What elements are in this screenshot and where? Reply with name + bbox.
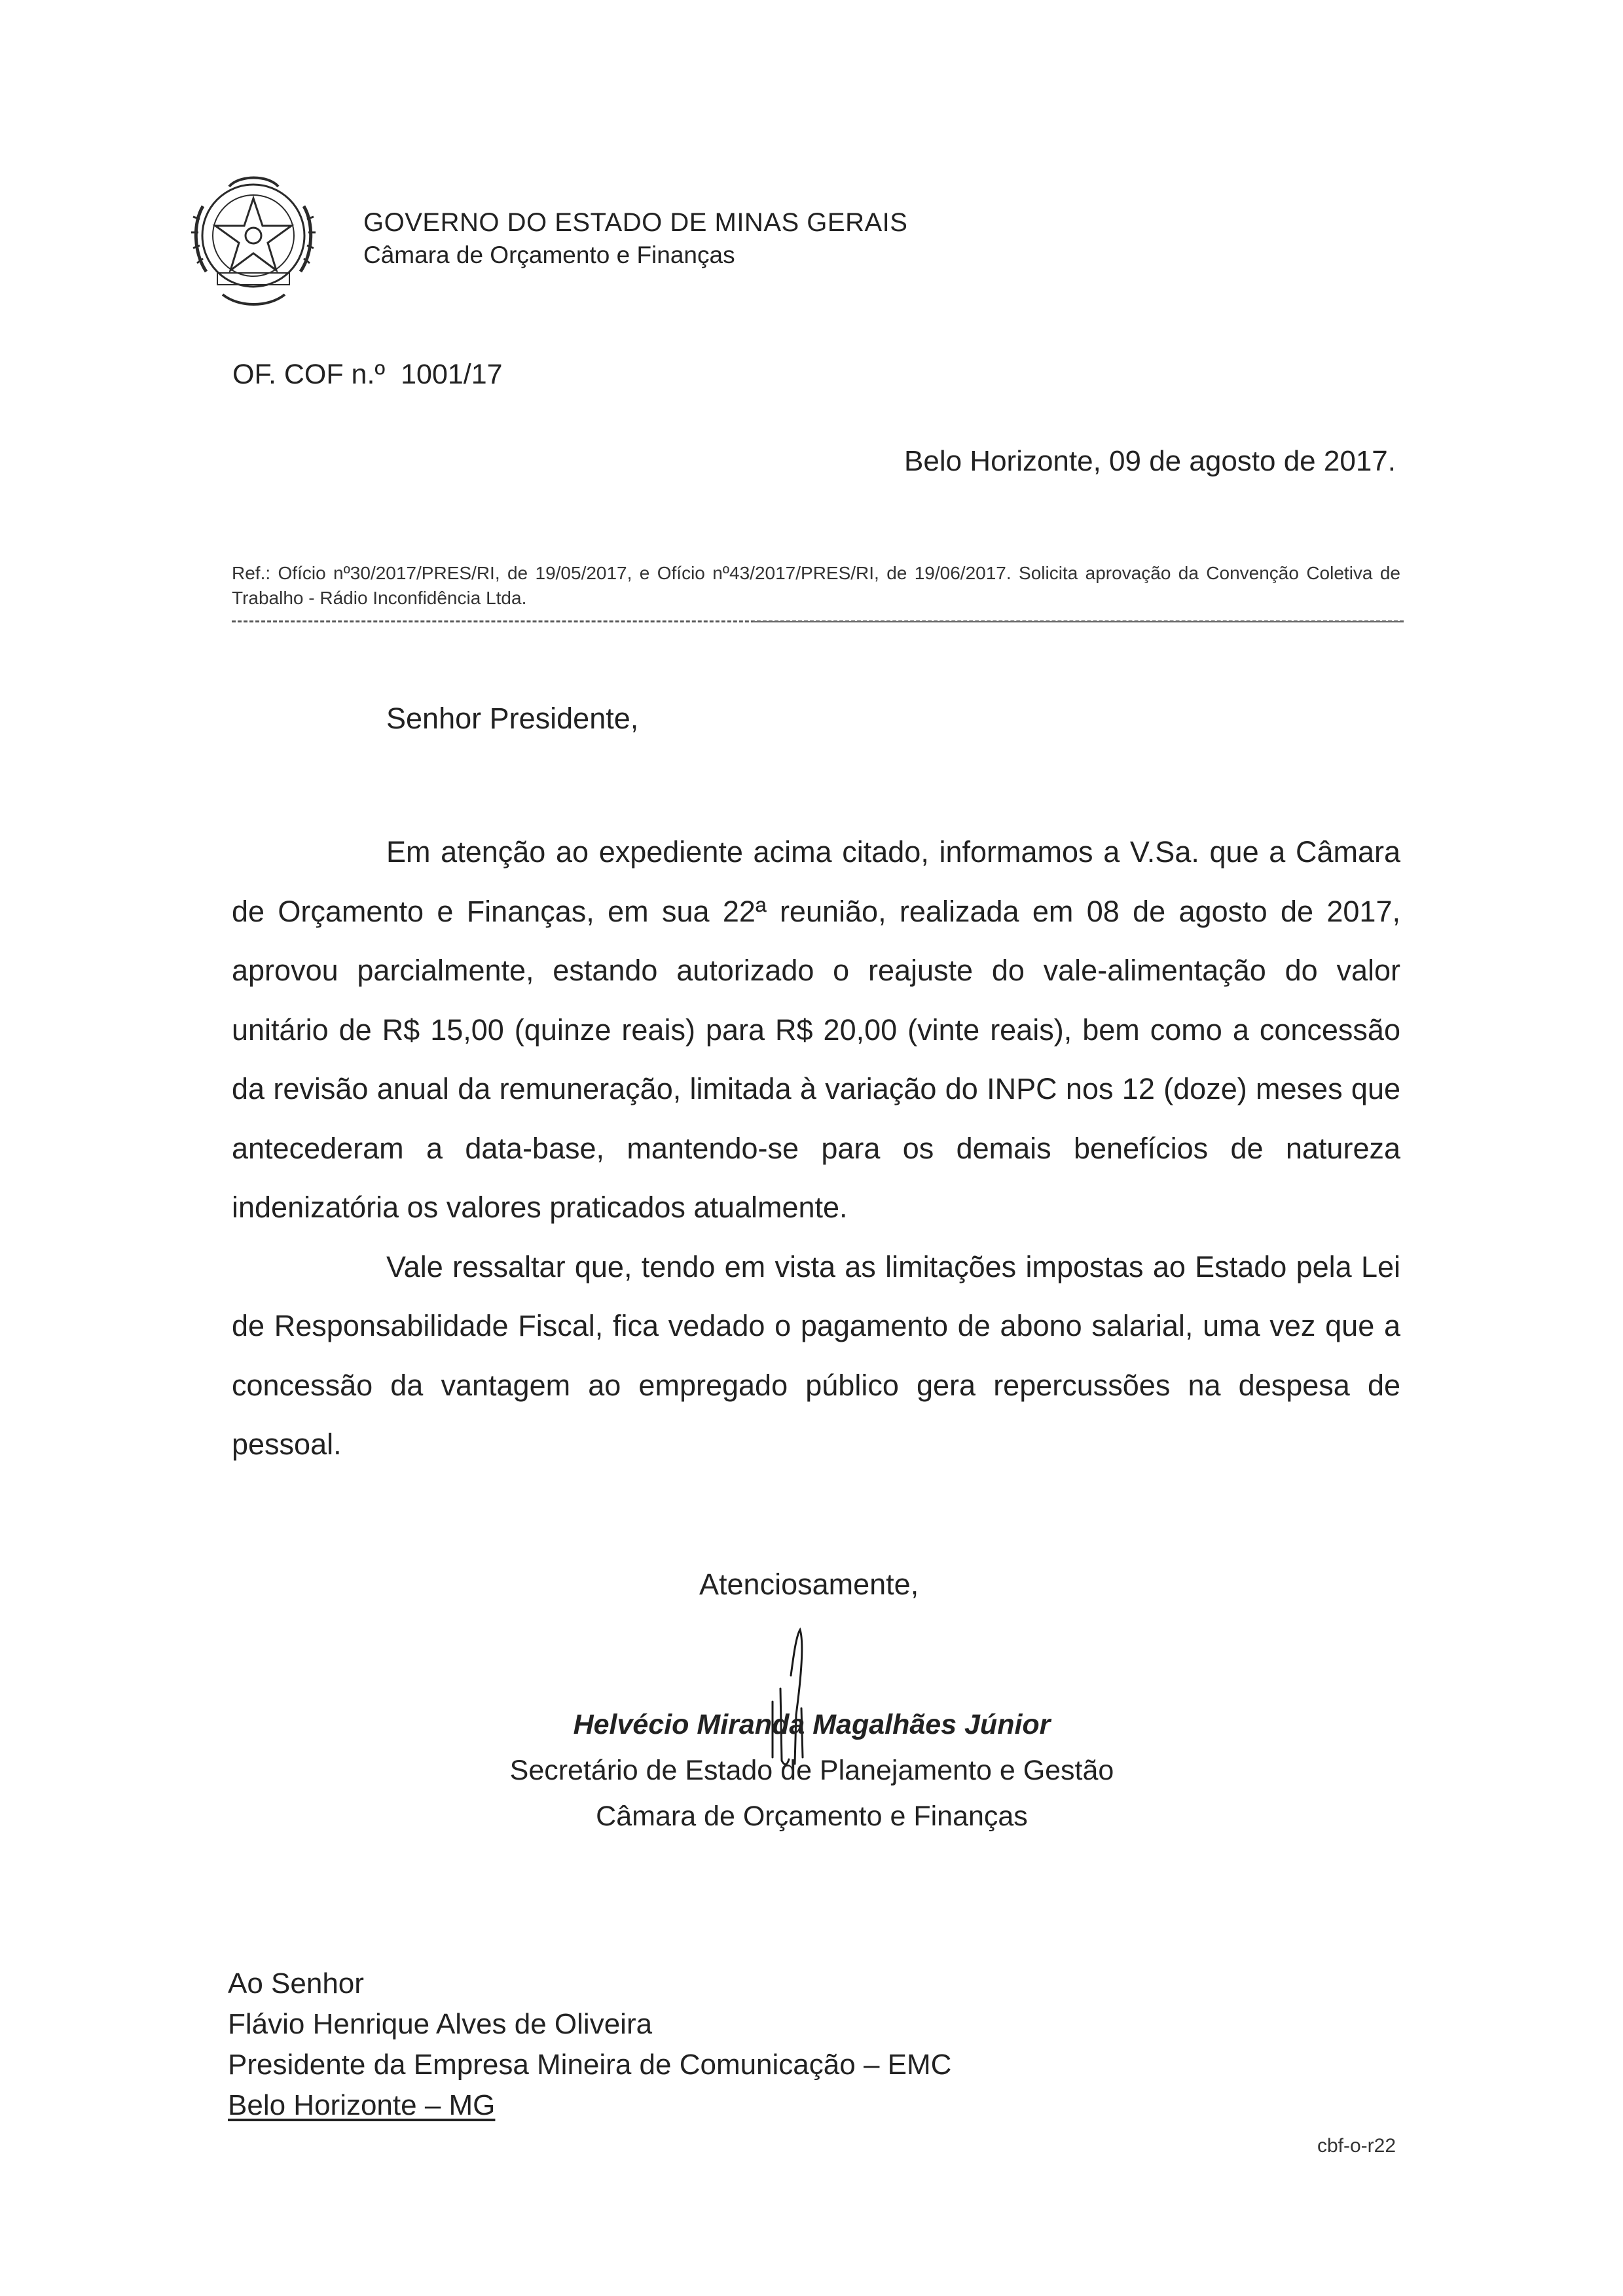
- salutation: Senhor Presidente,: [386, 702, 639, 735]
- signature-block: [458, 1702, 1165, 1839]
- government-name: GOVERNO DO ESTADO DE MINAS GERAIS: [363, 208, 908, 237]
- body-paragraph-1: Em atenção ao expediente acima citado, informamos a V.Sa. que a Câmara de Orçamento e Finanças, em sua 22ª reunião, realizada em 08 de agosto de 2017, aprovou parcialmente, estando autorizado o reajuste do vale-alimentação do valor unitário de R$ 15,00 (quinze reais) para R$ 20,00 (vinte reais), bem como a concessão da revisão anual da remuneração, limitada à variação do INPC nos 12 (doze) meses que antecederam a data-base, mantendo-se para os demais benefícios de natureza indenizatória os valores praticados atualmente.: [232, 835, 1400, 1224]
- department-name: Câmara de Orçamento e Finanças: [363, 242, 735, 268]
- minas-gerais-coat-of-arms-icon: [177, 160, 331, 314]
- signatory-body: Câmara de Orçamento e Finanças: [596, 1801, 1028, 1832]
- addressee-line-1: Ao Senhor: [228, 1967, 364, 2000]
- date-line: Belo Horizonte, 09 de agosto de 2017.: [904, 445, 1396, 477]
- signatory-title: Secretário de Estado de Planejamento e Gestão: [509, 1755, 1114, 1786]
- body-paragraph-2: Vale ressaltar que, tendo em vista as limitações impostas ao Estado pela Lei de Responsabilidade Fiscal, fica vedado o pagamento de abono salarial, uma vez que a concessão da vantagem ao empregado público gera repercussões na despesa de pessoal.: [232, 1249, 1400, 1461]
- letter-body: [232, 823, 1400, 1475]
- signatory-name: Helvécio Miranda Magalhães Júnior: [573, 1709, 1051, 1740]
- addressee-title: Presidente da Empresa Mineira de Comunicação – EMC: [228, 2049, 952, 2081]
- office-number-value: 1001/17: [401, 359, 503, 390]
- addressee-city: Belo Horizonte – MG: [228, 2089, 496, 2121]
- reference-note: Ref.: Ofício nº30/2017/PRES/RI, de 19/05/2017, e Ofício nº43/2017/PRES/RI, de 19/06/2017. Solicita aprovação da Convenção Coletiva de Trabalho - Rádio Inconfidência Ltda.: [232, 563, 1400, 608]
- addressee-name: Flávio Henrique Alves de Oliveira: [228, 2008, 653, 2040]
- document-code: cbf-o-r22: [1317, 2135, 1396, 2157]
- office-number-label: OF. COF n.º: [232, 359, 386, 390]
- reference-divider-solid: [753, 621, 1404, 622]
- addressee-block: [228, 1964, 951, 2126]
- closing: Atenciosamente,: [699, 1568, 919, 1601]
- letterhead: [363, 207, 907, 272]
- office-number: [232, 359, 503, 391]
